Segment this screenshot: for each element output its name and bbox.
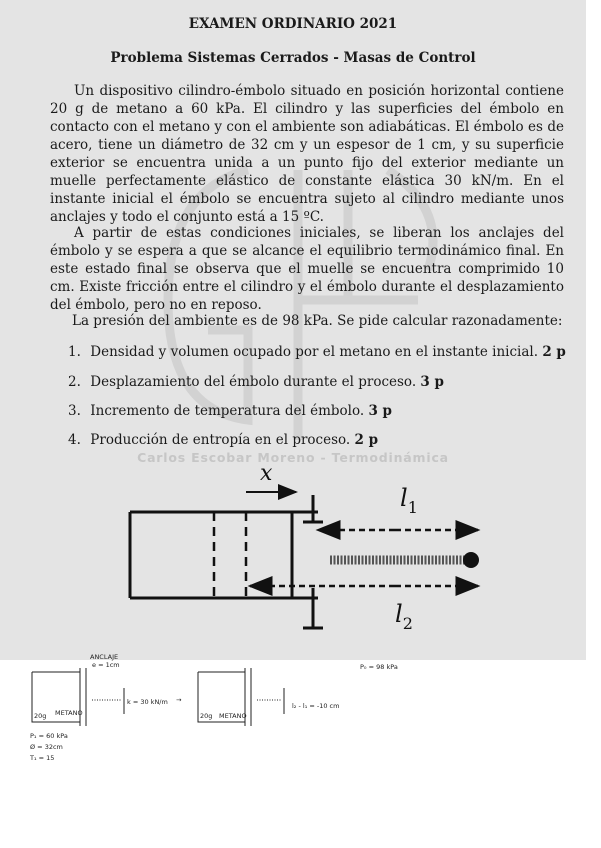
question-item — [68, 403, 392, 419]
question-points: 2 p — [542, 344, 566, 360]
question-text: Desplazamiento del émbolo durante el proceso. — [90, 374, 417, 390]
problem-subtitle: Problema Sistemas Cerrados - Masas de Control — [110, 50, 476, 66]
initial-piston-sketch — [80, 668, 86, 726]
final-mass-note: 20g — [200, 712, 213, 720]
question-text: Incremento de temperatura del émbolo. — [90, 403, 365, 419]
statement-paragraph-2: A partir de estas condiciones iniciales, se liberan los anclajes del émbolo y se espera a que se alcance el equilibrio termodinámico final. En este estado final se observa que el muelle se encuentra comprimido 10 cm. Existe fricción entre el cilindro y el émbolo durante el desplazamiento del émbolo, pero no en reposo. — [50, 225, 564, 313]
process-arrow: → — [176, 696, 182, 704]
l2-label: $l_2$ — [395, 600, 413, 633]
statement-paragraph-1: Un dispositivo cilindro-émbolo situado en posición horizontal contiene 20 g de metano a 60 kPa. El cilindro y las superficies del émbolo en contacto con el metano y con el ambiente son adiabáticas. El émbolo es de acero, tiene un diámetro de 32 cm y un espesor de 1 cm, y su superficie exterior se encuentra unida a un punto fijo del exterior mediante un muelle perfectamente elástico de constante elástica 30 kN/m. En el instante inicial el émbolo se encuentra sujeto al cilindro mediante unos anclajes y todo el conjunto está a 15 ºC. — [50, 83, 564, 225]
question-item — [68, 374, 444, 390]
anchor-note: ANCLAJE — [90, 653, 119, 661]
author-watermark: Carlos Escobar Moreno - Termodinámica — [137, 450, 449, 465]
question-number: 2. — [68, 374, 81, 390]
thickness-note: e = 1cm — [92, 661, 120, 669]
question-number: 3. — [68, 403, 81, 419]
initial-temperature-note: T₁ = 15 — [30, 754, 55, 762]
ambient-pressure-note: P₀ = 98 kPa — [360, 663, 398, 671]
question-item — [68, 432, 378, 448]
exam-title: EXAMEN ORDINARIO 2021 — [188, 16, 398, 32]
question-points: 3 p — [420, 374, 444, 390]
statement-paragraph-3: La presión del ambiente es de 98 kPa. Se pide calcular razonadamente: — [72, 313, 563, 329]
initial-gas-note: METANO — [55, 709, 83, 717]
question-number: 4. — [68, 432, 81, 448]
spring-anchor-point — [463, 552, 479, 568]
x-label: x — [260, 461, 273, 486]
compression-note: l₂ - l₁ = -10 cm — [292, 702, 340, 710]
final-gas-note: METANO — [219, 712, 247, 720]
question-points: 2 p — [354, 432, 379, 448]
question-text: Densidad y volumen ocupado por el metano en el instante inicial. — [90, 344, 539, 360]
question-text: Producción de entropía en el proceso. — [90, 432, 351, 448]
cylinder-piston-diagram — [0, 450, 586, 650]
question-points: 3 p — [368, 403, 392, 419]
question-number: 1. — [68, 344, 81, 360]
initial-mass-note: 20g — [34, 712, 47, 720]
handwritten-notes — [0, 650, 601, 770]
spring-constant-note: k = 30 kN/m — [127, 698, 168, 706]
initial-pressure-note: P₁ = 60 kPa — [30, 732, 68, 740]
question-item — [68, 344, 566, 360]
diameter-note: Ø = 32cm — [30, 743, 63, 751]
l1-label: $l_1$ — [400, 484, 418, 517]
